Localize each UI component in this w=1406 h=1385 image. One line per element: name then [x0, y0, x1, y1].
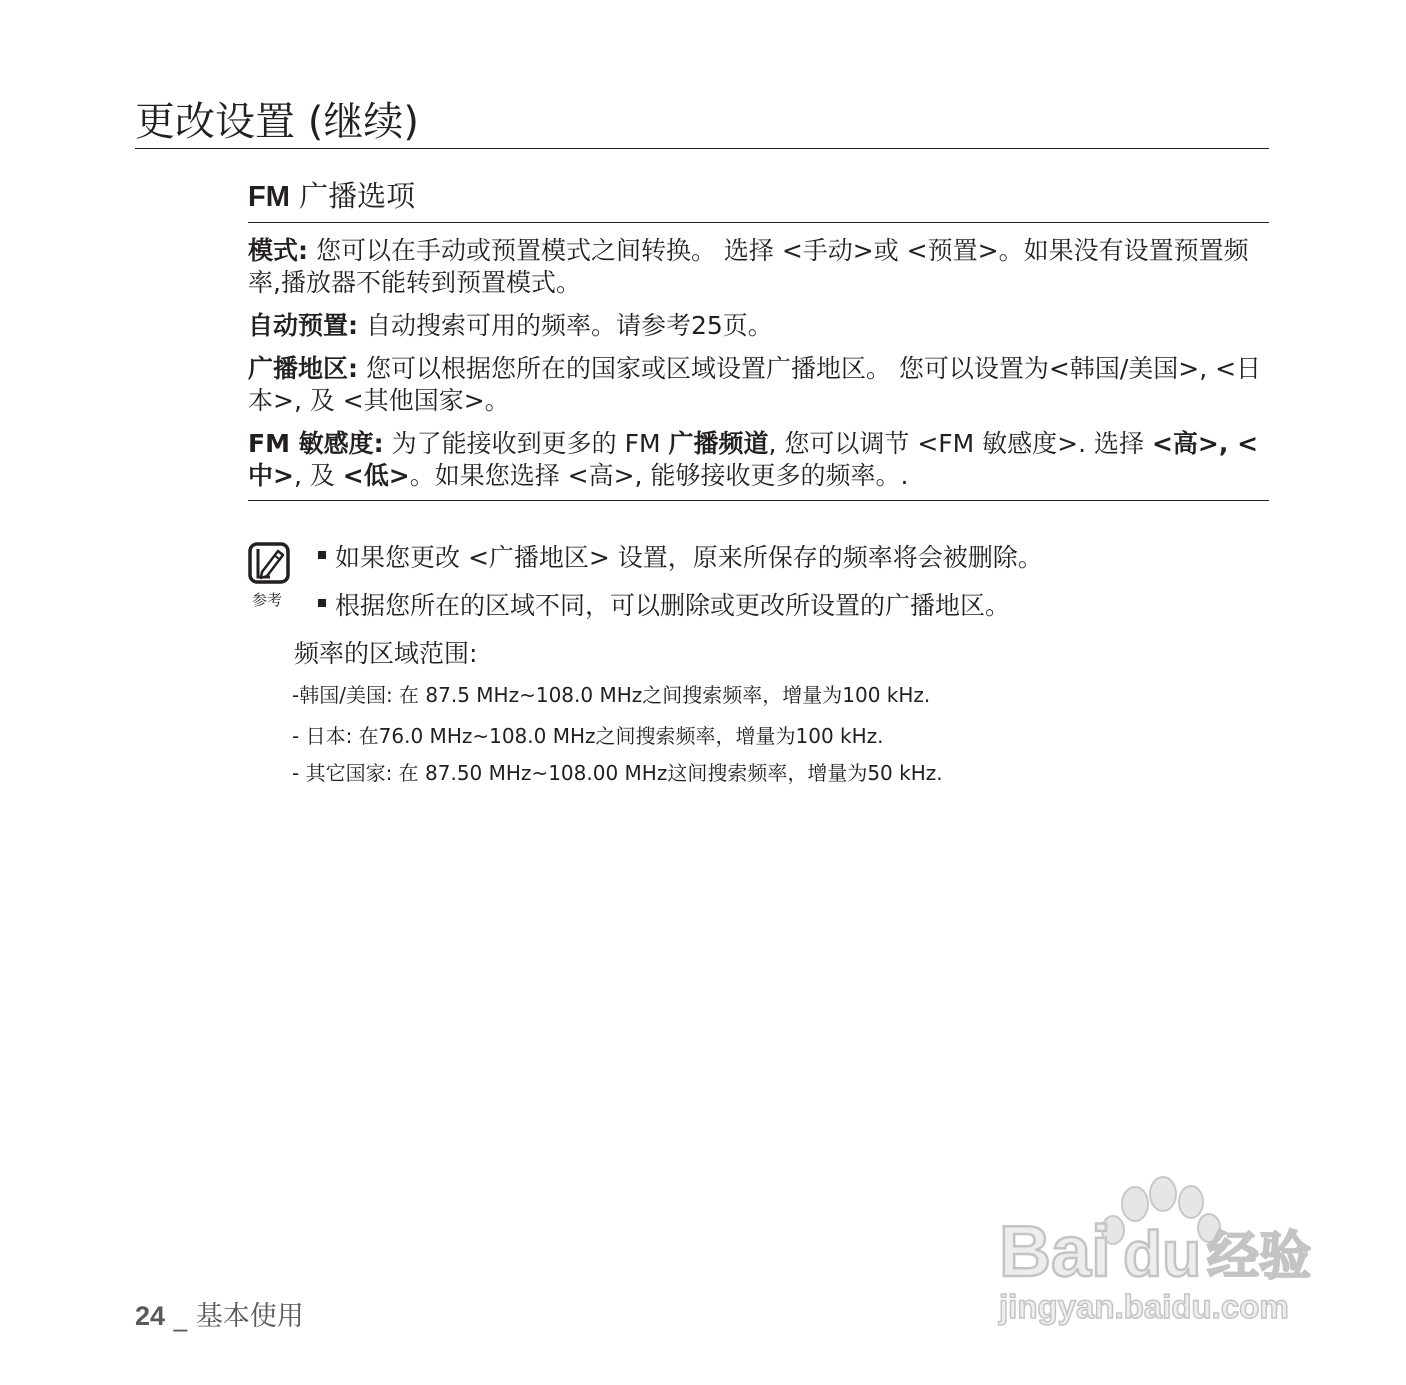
frequency-line: - 其它国家: 在 87.50 MHz~108.00 MHz这间搜索频率，增量为50 kHz. [292, 761, 943, 785]
option-description: 。如果您选择 <高>, 能够接收更多的频率。. [409, 461, 909, 490]
svg-text:经验: 经验 [1207, 1227, 1312, 1287]
option-term: 模式: [248, 236, 308, 265]
section-heading-prefix: FM [248, 181, 290, 213]
note-pencil-icon [248, 542, 290, 584]
options-top-divider [248, 222, 1269, 223]
page-footer [135, 1298, 304, 1335]
note-item-text: 根据您所在的区域不同，可以删除或更改所设置的广播地区。 [335, 591, 1011, 620]
options-bottom-divider [248, 500, 1269, 501]
svg-text:du: du [1123, 1218, 1202, 1290]
page-title: 更改设置 (继续) [135, 99, 419, 145]
option-description-emphasis: 广播频道 [668, 429, 769, 458]
page-number: 24 [135, 1301, 166, 1331]
option-description: 自动搜索可用的频率。请参考25页。 [358, 311, 773, 340]
note-item [318, 541, 1043, 575]
bullet-icon [318, 551, 326, 559]
option-term: FM 敏感度: [248, 429, 384, 458]
option-value-mid: <中> [248, 429, 1259, 490]
option-value-low: <低> [342, 461, 410, 490]
section-heading [248, 176, 415, 217]
section-heading-text: 广播选项 [289, 179, 416, 213]
option-description: 您可以在手动或预置模式之间转换。 选择 <手动>或 <预置>。如果没有设置预置频率,播放器不能转到预置模式。 [248, 236, 1249, 297]
footer-section-name: 基本使用 [195, 1301, 304, 1332]
option-description: 为了能接收到更多的 FM [383, 429, 669, 458]
option-description: 您可以根据您所在的国家或区域设置广播地区。 您可以设置为<韩国/美国>, <日本>, 及 <其他国家>。 [248, 354, 1262, 415]
option-region [248, 353, 1269, 417]
note-item [318, 589, 1010, 623]
option-fm-sensitivity [248, 428, 1269, 492]
title-divider [135, 148, 1269, 149]
frequency-heading: 频率的区域范围: [294, 639, 478, 668]
note-item-text: 如果您更改 <广播地区> 设置，原来所保存的频率将会被删除。 [335, 543, 1043, 572]
frequency-line: - 日本: 在76.0 MHz~108.0 MHz之间搜索频率，增量为100 kHz. [292, 724, 884, 748]
footer-separator: _ [165, 1301, 196, 1332]
frequency-line: -韩国/美国: 在 87.5 MHz~108.0 MHz之间搜索频率，增量为100 kHz. [292, 683, 931, 707]
option-separator: , [1218, 429, 1238, 458]
svg-text:jingyan.baidu.com: jingyan.baidu.com [999, 1288, 1289, 1325]
option-separator: , 及 [293, 461, 343, 490]
option-mode [248, 235, 1269, 299]
svg-text:Bai: Bai [999, 1212, 1112, 1292]
option-description: , 您可以调节 <FM 敏感度>. 选择 [768, 429, 1152, 458]
note-icon-label: 参考 [252, 591, 283, 609]
option-auto-preset [248, 310, 1269, 342]
option-term: 广播地区: [248, 354, 358, 383]
baidu-watermark-logo [995, 1172, 1325, 1332]
option-value-high: <高> [1151, 429, 1219, 458]
option-term: 自动预置: [248, 311, 358, 340]
bullet-icon [318, 599, 326, 607]
